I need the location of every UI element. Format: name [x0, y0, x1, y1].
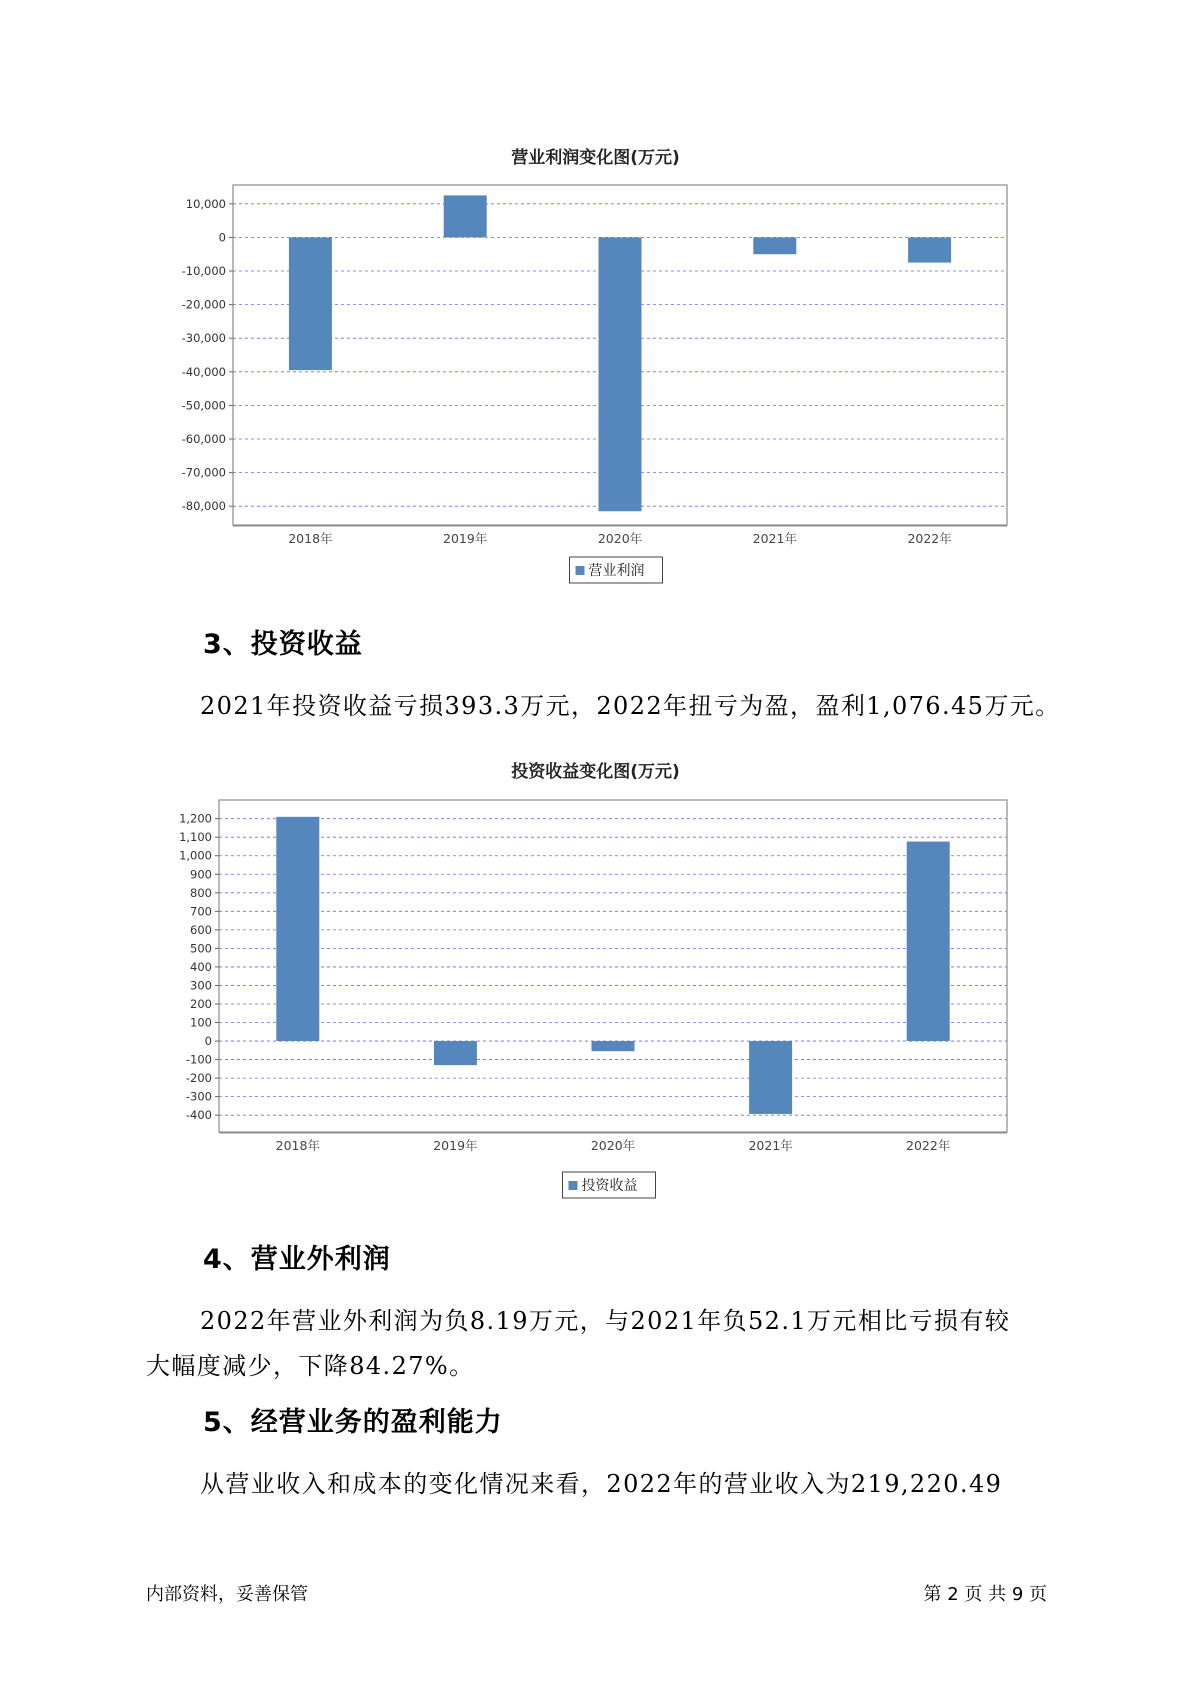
- x-tick-label: 2020年: [597, 531, 643, 546]
- section-5-heading: 5、经营业务的盈利能力: [203, 1407, 503, 1438]
- footer-confidential-note: 内部资料，妥善保管: [146, 1584, 308, 1605]
- y-tick-label: 400: [190, 959, 212, 974]
- y-tick-label: -10,000: [181, 264, 226, 278]
- y-tick-label: 1,100: [179, 830, 212, 845]
- legend-label: 投资收益: [581, 1178, 638, 1194]
- section-3-heading: 3、投资收益: [203, 629, 363, 660]
- x-tick-label: 2018年: [275, 1138, 320, 1153]
- x-tick-label: 2021年: [748, 1138, 793, 1153]
- x-tick-label: 2019年: [443, 531, 488, 546]
- section-4-paragraph-line2: 大幅度减少，下降84.27%。: [146, 1352, 475, 1380]
- footer-page-number: 第 2 页 共 9 页: [923, 1584, 1047, 1605]
- y-tick-label: -100: [185, 1052, 212, 1067]
- section-4-heading: 4、营业外利润: [203, 1244, 391, 1275]
- legend-swatch: [569, 1181, 578, 1190]
- y-tick-label: -40,000: [181, 364, 226, 379]
- y-tick-label: -50,000: [181, 398, 226, 413]
- chart1-title: 营业利润变化图(万元): [511, 148, 680, 168]
- plot-area: [219, 800, 1007, 1132]
- y-tick-label: 300: [190, 978, 212, 993]
- y-tick-label: -400: [185, 1108, 212, 1123]
- bar-2021年: [749, 1041, 792, 1114]
- section-4-paragraph-line1: 2022年营业外利润为负8.19万元，与2021年负52.1万元相比亏损有较: [200, 1307, 1011, 1335]
- y-tick-label: -300: [185, 1089, 212, 1104]
- y-tick-label: -30,000: [181, 331, 226, 346]
- y-tick-label: 1,200: [179, 811, 212, 826]
- y-tick-label: -80,000: [181, 499, 226, 514]
- y-tick-label: 500: [190, 941, 212, 956]
- y-tick-label: 700: [190, 904, 212, 919]
- bar-2018年: [276, 817, 319, 1041]
- y-tick-label: -200: [185, 1071, 212, 1086]
- x-tick-label: 2019年: [433, 1138, 478, 1153]
- x-tick-label: 2021年: [752, 531, 797, 546]
- y-tick-label: 100: [190, 1015, 212, 1030]
- y-tick-label: 600: [190, 922, 212, 937]
- y-tick-label: -60,000: [181, 432, 226, 446]
- y-tick-label: 1,000: [179, 848, 212, 863]
- x-tick-label: 2018年: [288, 531, 333, 546]
- section-5-paragraph: 从营业收入和成本的变化情况来看，2022年的营业收入为219,220.49: [200, 1470, 1003, 1498]
- x-tick-label: 2020年: [590, 1138, 636, 1153]
- bar-2022年: [907, 842, 950, 1041]
- x-tick-label: 2022年: [906, 1138, 951, 1153]
- bar-2020年: [592, 1041, 635, 1051]
- x-tick-label: 2022年: [907, 531, 952, 546]
- y-tick-label: 800: [190, 885, 212, 900]
- y-tick-label: -20,000: [181, 297, 226, 312]
- y-tick-label: 0: [204, 1034, 212, 1049]
- legend-label: 营业利润: [588, 563, 645, 579]
- y-tick-label: 200: [190, 996, 212, 1011]
- y-tick-label: 10,000: [185, 196, 226, 211]
- y-tick-label: 0: [218, 230, 226, 245]
- section-3-paragraph: 2021年投资收益亏损393.3万元，2022年扭亏为盈，盈利1,076.45万元。: [200, 692, 1061, 720]
- y-tick-label: 900: [190, 867, 212, 882]
- bar-2019年: [434, 1041, 477, 1065]
- y-tick-label: -70,000: [181, 465, 226, 480]
- chart2-title: 投资收益变化图(万元): [511, 762, 680, 782]
